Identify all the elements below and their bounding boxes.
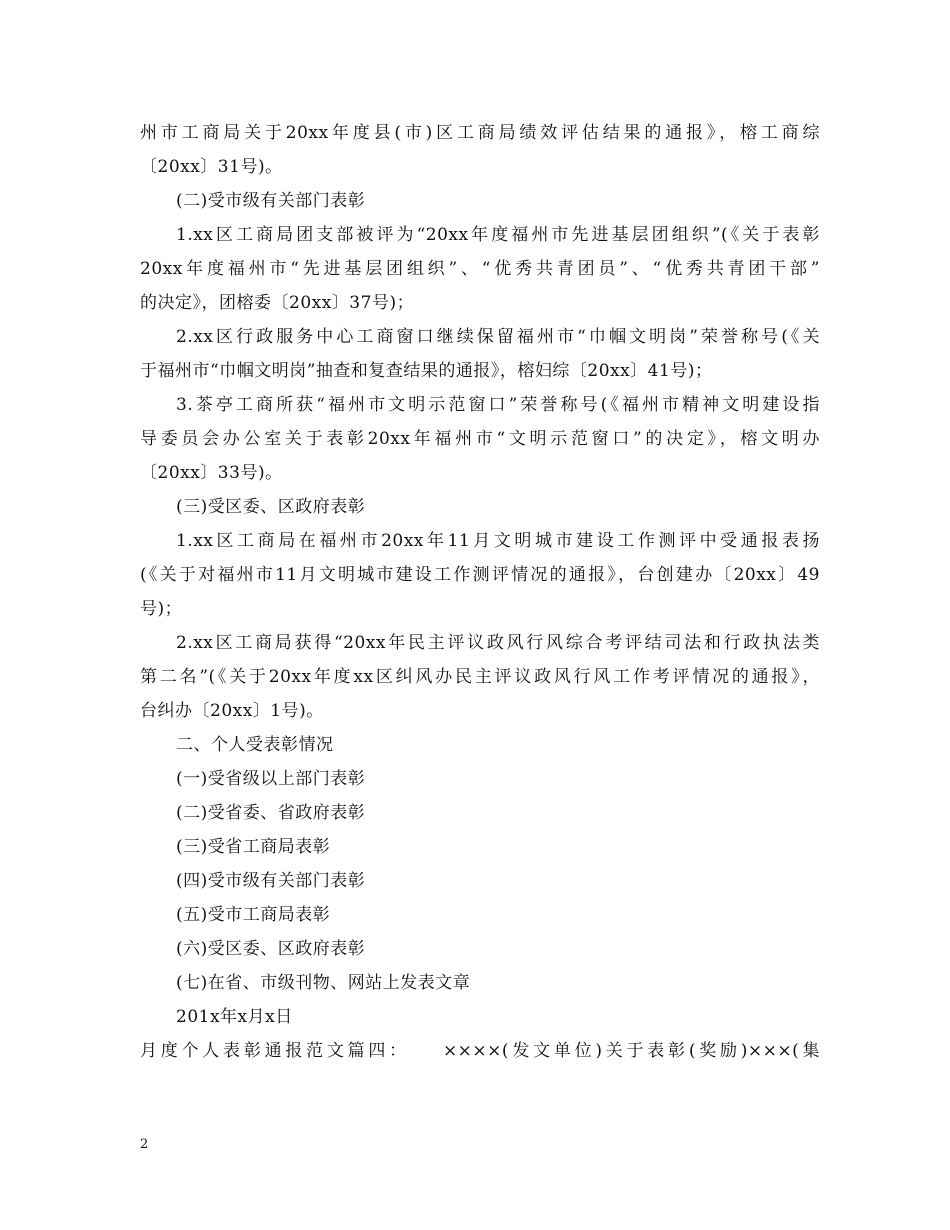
text-line: (三)受省工商局表彰 <box>176 837 331 857</box>
document-body <box>140 116 820 1068</box>
text-line: (一)受省级以上部门表彰 <box>176 769 366 789</box>
text-line: 1.xx区工商局在福州市20xx年11月文明城市建设工作测评中受通报表扬 <box>176 531 820 551</box>
text-line: 二、个人受表彰情况 <box>176 735 334 755</box>
text-line: (《关于对福州市11月文明城市建设工作测评情况的通报》，台创建办〔20xx〕49 <box>140 565 820 585</box>
text-line: 号)； <box>140 599 183 619</box>
text-line: (二)受省委、省政府表彰 <box>176 803 366 823</box>
page-number: 2 <box>140 1137 149 1152</box>
text-line: 20xx年度福州市“先进基层团组织”、“优秀共青团员”、“优秀共青团干部” <box>140 259 820 279</box>
text-line: (五)受市工商局表彰 <box>176 905 331 925</box>
text-line: (二)受市级有关部门表彰 <box>176 191 366 211</box>
text-line: 1.xx区工商局团支部被评为“20xx年度福州市先进基层团组织”(《关于表彰 <box>176 225 820 245</box>
text-line: (七)在省、市级刊物、网站上发表文章 <box>176 973 471 993</box>
text-line: (三)受区委、区政府表彰 <box>176 497 366 517</box>
text-line: 2.xx区工商局获得“20xx年民主评议政风行风综合考评结司法和行政执法类 <box>176 633 820 653</box>
text-line: 〔20xx〕31号)。 <box>140 157 283 177</box>
text-line: (四)受市级有关部门表彰 <box>176 871 366 891</box>
text-line: 台纠办〔20xx〕1号)。 <box>140 701 324 721</box>
text-line: 3.茶亭工商所获“福州市文明示范窗口”荣誉称号(《福州市精神文明建设指 <box>176 395 820 415</box>
text-line: 于福州市“巾帼文明岗”抽查和复查结果的通报》，榕妇综〔20xx〕41号)； <box>140 361 713 381</box>
text-line: 201x年x月x日 <box>176 1007 293 1027</box>
text-line: 导委员会办公室关于表彰20xx年福州市“文明示范窗口”的决定》，榕文明办 <box>140 429 820 449</box>
text-line: 2.xx区行政服务中心工商窗口继续保留福州市“巾帼文明岗”荣誉称号(《关 <box>176 327 820 347</box>
text-line: 第二名”(《关于20xx年度xx区纠风办民主评议政风行风工作考评情况的通报》， <box>140 667 820 687</box>
text-line: 的决定》，团榕委〔20xx〕37号)； <box>140 293 415 313</box>
text-line: 月度个人表彰通报范文篇四： ××××(发文单位)关于表彰(奖励)×××(集 <box>140 1041 820 1061</box>
text-line: 州市工商局关于20xx年度县(市)区工商局绩效评估结果的通报》，榕工商综 <box>140 123 820 143</box>
text-line: 〔20xx〕33号)。 <box>140 463 283 483</box>
text-line: (六)受区委、区政府表彰 <box>176 939 366 959</box>
